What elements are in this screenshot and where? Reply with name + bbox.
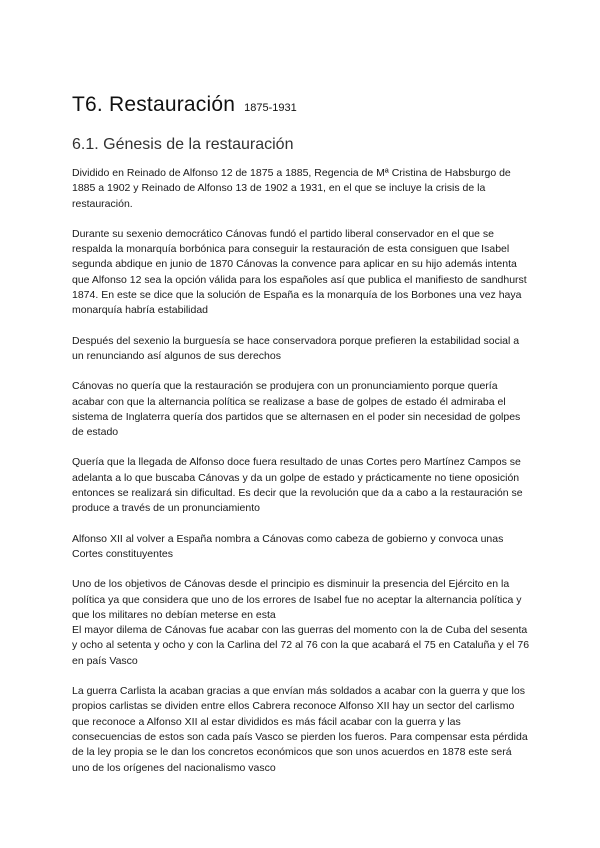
paragraph-4: Cánovas no quería que la restauración se produjera con un pronunciamiento porque quería acabar con que la alternancia política se realizase a base de golpes de estado él admiraba el sistema de Inglaterra quería dos partidos que se alternasen en el poder sin necesidad de golpes de estado [72, 380, 521, 439]
section-title: 6.1. Génesis de la restauración [72, 136, 294, 153]
paragraph-6: Alfonso XII al volver a España nombra a Cánovas como cabeza de gobierno y convoca unas Cortes constituyentes [72, 532, 504, 560]
document-page [72, 92, 530, 776]
title-years: 1875-1931 [244, 102, 297, 114]
paragraph-1: Dividido en Reinado de Alfonso 12 de 1875 a 1885, Regencia de Mª Cristina de Habsburgo de 1885 a 1902 y Reinado de Alfonso 13 de 1902 a 1931, en el que se incluye la crisis de la restauración. [72, 167, 511, 210]
paragraph-3: Después del sexenio la burguesía se hace conservadora porque prefieren la estabilidad social a un renunciando así algunos de sus derechos [72, 334, 520, 362]
paragraph-2: Durante su sexenio democrático Cánovas fundó el partido liberal conservador en el que se respalda la monarquía borbónica para conseguir la restauración de esta consiguen que Isabel segunda abdique en junio de 1870 Cánovas la convence para aplicar en su hijo además intenta que Alfonso 12 sea la opción válida para los españoles así que publica el manifiesto de sandhurst 1874. En este se dice que la solución de España es la monarquía de los Borbones una vez haya monarquía habría estabilidad [72, 227, 527, 317]
paragraph-8: El mayor dilema de Cánovas fue acabar con las guerras del momento con la de Cuba del sesenta y ocho al setenta y ocho y con la Carlina del 72 al 76 con la que acabará el 75 en Cataluña y el 76 en país Vasco [72, 624, 530, 667]
paragraph-5: Quería que la llegada de Alfonso doce fuera resultado de unas Cortes pero Martínez Campos se adelanta a lo que buscaba Cánovas y da un golpe de estado y prácticamente no tiene oposición entonces se realizará sin dificultad. Es decir que la revolución que da a cabo a la restauración se produce a través de un pronunciamiento [72, 456, 523, 515]
title-text: T6. Restauración [72, 93, 236, 116]
document-title [72, 92, 530, 121]
paragraph-9: La guerra Carlista la acaban gracias a que envían más soldados a acabar con la guerra y que los propios carlistas se dividen entre ellos Cabrera reconoce Alfonso XII hay un sector del carlismo que reconoce a Alfonso XII al estar divididos es más fácil acabar con la guerra y las consecuencias de estos son cada país Vasco se pierden los fueros. Para compensar esta pérdida de la ley propia se le dan los concretos económicos que son unos acuerdos en 1878 este será uno de los orígenes del nacionalismo vasco [72, 685, 528, 774]
paragraph-7: Uno de los objetivos de Cánovas desde el principio es disminuir la presencia del Ejército en la política ya que considera que uno de los errores de Isabel fue no aceptar la alternancia política y que los militares no debían meterse en esta [72, 578, 522, 621]
